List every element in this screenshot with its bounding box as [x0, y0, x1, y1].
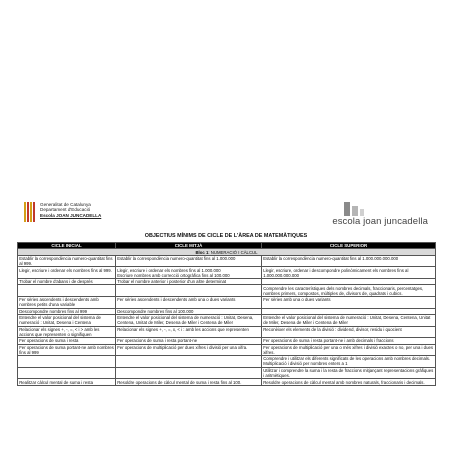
table-cell: Entendre el valor posicional del sistema de numeració : Unitat, Desena, Centena, Unitat de Miler, Desena de Miler i Centena de Miler [116, 315, 262, 327]
page-title: OBJECTIUS MÍNIMS DE CICLE DE L'ÀREA DE MATEMÀTIQUES [144, 233, 308, 239]
table-cell: Fer sèries ascendents i descendents amb una o dues variants [116, 297, 262, 309]
table-cell [18, 356, 116, 368]
gov-line-2: Departament d'Educació [40, 207, 91, 213]
table-cell [116, 356, 262, 368]
table-row [18, 379, 436, 385]
objectives-table [17, 242, 436, 386]
table-cell: Establir la correspondència numero-quantitat fins al 1.000.000.000.000 [262, 255, 436, 267]
table-row [18, 297, 436, 309]
table-cell: Fer operacions de suma i resta [18, 338, 116, 344]
table-row [18, 326, 436, 338]
table-cell: Fer sèries ascendents i descendents amb nombres petits d'una variable [18, 297, 116, 309]
table-cell [18, 285, 116, 297]
table-cell [116, 367, 262, 379]
table-row [18, 344, 436, 356]
column-header: CICLE SUPERIOR [262, 243, 436, 249]
table-cell: Llegir, escriure i ordenar els nombres fins al 1.000.000 Escriure nombres amb correcció ortogràfica fins al 100.000 [116, 267, 262, 279]
table-row [18, 267, 436, 279]
table-cell: Relacionar els signes +, -, =, x, < i : amb les accions que representen [116, 326, 262, 338]
table-cell: Descompondre nombres fins al 100.000 [116, 308, 262, 314]
document-header [24, 200, 428, 230]
table-cell [18, 367, 116, 379]
table-row [18, 315, 436, 327]
table-cell: Descompondre nombres fins al 999 [18, 308, 116, 314]
table-cell: Trobar el nombre anterior i posterior d'un altre determinat [116, 278, 262, 284]
table-cell: Entendre el valor posicional del sistema de numeració : Unitat, Desena, Centena, Unitat de Miler, Desena de Miler i Centena de Miler [262, 315, 436, 327]
table-cell: Establir la correspondència numero-quantitat fins al 999. [18, 255, 116, 267]
table-row [18, 255, 436, 267]
table-cell: Fer operacions de suma portant-ne amb nombres fins al 999 [19, 344, 114, 355]
table-cell: Llegir, escriure i ordenar els nombres fins al 999. [18, 267, 116, 279]
school-name: escola joan juncadella [332, 216, 428, 227]
table-cell: Fer operacions de multiplicació per dues xifres i divisió per una xifra. [116, 344, 262, 356]
table-cell: Trobar el nombre d'abans i de després [18, 278, 116, 284]
table-row [18, 356, 436, 368]
institution-block [40, 202, 101, 218]
gov-line-1: Generalitat de Catalunya [40, 202, 91, 207]
table-cell: Reconèixer els elements de la divisió : dividend, divisor, residu i quocient [262, 326, 436, 338]
table-cell: Comprendre les característiques dels nombres decimals, fraccionaris, percentatges, nombres primers, compostos, múltiples de, divisors de, quadrats i cubics. [262, 285, 436, 297]
table-cell: Realitzar càlcul mental de suma i resta [18, 379, 116, 385]
school-logo [298, 200, 428, 228]
table-cell: Utilitzar i comprendre la suma i la resta de fraccions mitjançant representacions gràfiques i aritmètiques. [262, 367, 436, 379]
table-cell: Resoldre operacions de càlcul mental amb nombres naturals, fraccionaris i decimals. [262, 379, 436, 385]
table-cell: Llegir, escriure, ordenar i descompondre polinòmicament els nombres fins al 1.000.000.000.000 [262, 267, 436, 279]
generalitat-logo-icon [24, 202, 36, 222]
table-cell [116, 285, 262, 297]
table-cell: Establir la correspondència numero-quantitat fins al 1.000.000 [116, 255, 262, 267]
column-header: CICLE INICIAL [18, 243, 116, 249]
table-cell: Entendre el valor posicional del sistema de numeració : Unitat, Desena i Centena [18, 315, 116, 327]
table-row [18, 285, 436, 297]
block-title: : NUMERACIÓ I CÀLCUL [208, 249, 258, 255]
table-cell: Fer operacions de multiplicació per una o més xifres i divisió exactes o no, per una i dues xifres. [262, 344, 436, 356]
table-row [18, 367, 436, 379]
table-cell: Fer operacions de suma i resta portant-ne [116, 338, 262, 344]
column-header: CICLE MITJÀ [116, 243, 262, 249]
table-cell: Comprendre i utilitzar els diferents significats de les operacions amb nombres decimals. Multiplicació i divisió per nombres enters a 1 [262, 356, 436, 368]
table-cell: Fer operacions de suma i resta portant-ne i amb decimals i fraccions [262, 338, 436, 344]
table-cell: Relacionar els signes +, -, =, < i > amb les accions que representen o signifiquen [18, 326, 116, 338]
block-label: Bloc 1 [195, 249, 209, 255]
table-cell: Fer sèries amb una o dues variants [262, 297, 436, 309]
gov-line-3: Escola JOAN JUNCADELLA [40, 212, 102, 218]
table-cell: Resoldre operacions de càlcul mental de suma i resta fins al 100. [116, 379, 262, 385]
